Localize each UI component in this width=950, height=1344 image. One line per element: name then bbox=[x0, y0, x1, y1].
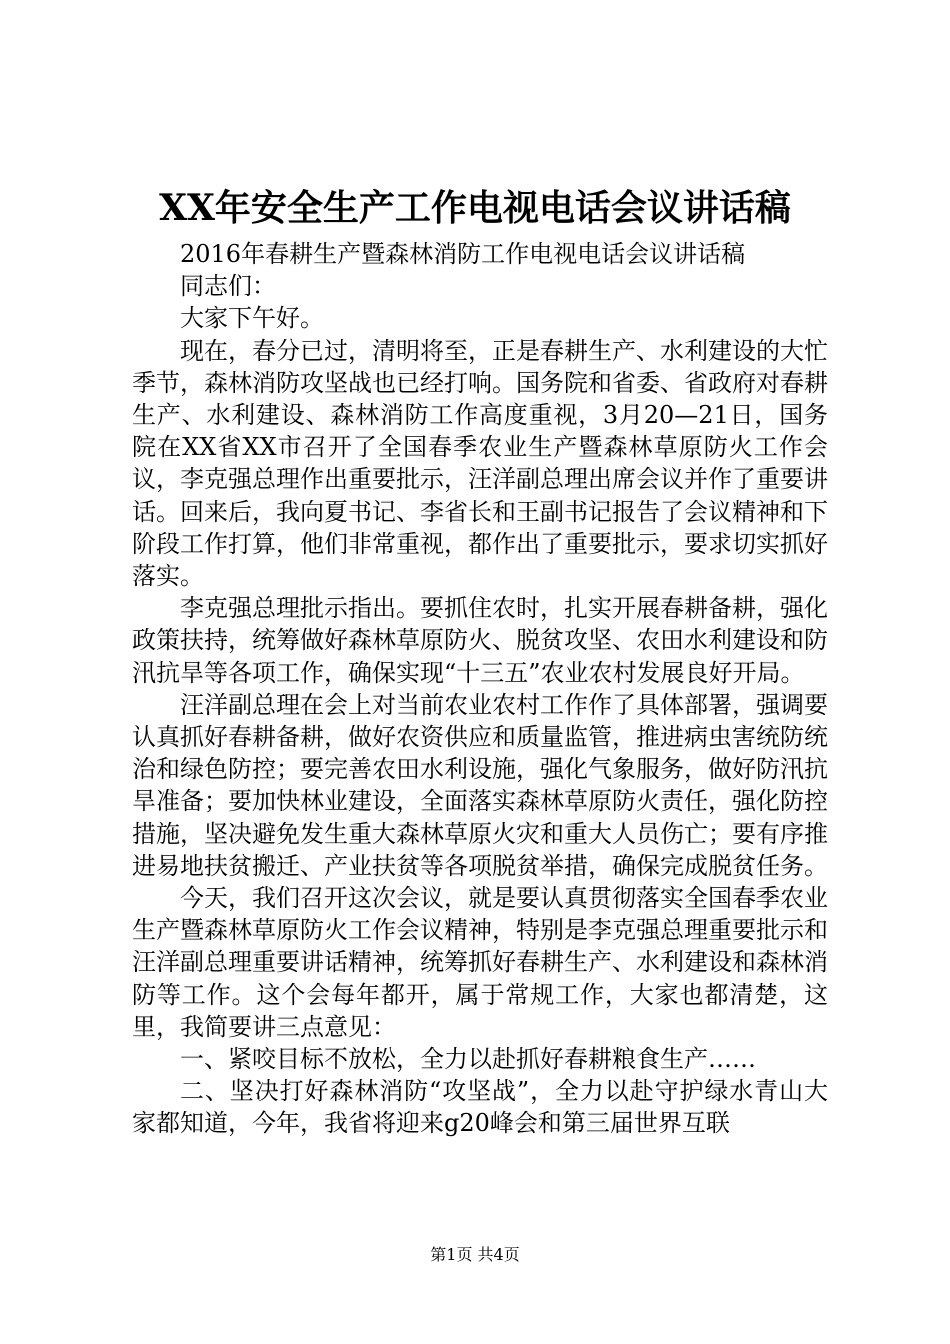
section-heading-2: 二、坚决打好森林消防“攻坚战”，全力以赴守护绿水青山大家都知道，今年，我省将迎来g20峰会和第三届世界互联 bbox=[132, 1077, 828, 1138]
paragraph: 李克强总理批示指出。要抓住农时，扎实开展春耕备耕，强化政策扶持，统筹做好森林草原防火、脱贫攻坚、农田水利建设和防汛抗旱等各项工作，确保实现“十三五”农业农村发展良好开局。 bbox=[132, 594, 828, 687]
page-footer: 第1页 共4页 bbox=[430, 1245, 520, 1264]
document-subtitle: 2016年春耕生产暨森林消防工作电视电话会议讲话稿 bbox=[180, 240, 746, 268]
paragraph: 汪洋副总理在会上对当前农业农村工作作了具体部署，强调要认真抓好春耕备耕，做好农资供应和质量监管，推进病虫害统防统治和绿色防控；要完善农田水利设施，强化气象服务，做好防汛抗旱准备；要加快林业建设，全面落实森林草原防火责任，强化防控措施，坚决避免发生重大森林草原火灾和重大人员伤亡；要有序推进易地扶贫搬迁、产业扶贫等各项脱贫举措，确保完成脱贫任务。 bbox=[132, 690, 828, 880]
paragraph: 今天，我们召开这次会议，就是要认真贯彻落实全国春季农业生产暨森林草原防火工作会议精神，特别是李克强总理重要批示和汪洋副总理重要讲话精神，统筹抓好春耕生产、水利建设和森林消防等工作。这个会每年都开，属于常规工作，大家也都清楚，这里，我简要讲三点意见： bbox=[132, 884, 828, 1041]
document-body bbox=[132, 238, 828, 1140]
greeting: 大家下午好。 bbox=[180, 304, 324, 333]
document-title: XX年安全生产工作电视电话会议讲话稿 bbox=[159, 187, 791, 229]
salutation: 同志们： bbox=[180, 272, 276, 301]
section-heading-1: 一、紧咬目标不放松，全力以赴抓好春耕粮食生产…… bbox=[180, 1045, 756, 1074]
paragraph: 现在，春分已过，清明将至，正是春耕生产、水利建设的大忙季节，森林消防攻坚战也已经打响。国务院和省委、省政府对春耕生产、水利建设、森林消防工作高度重视，3月20—21日，国务院在XX省XX市召开了全国春季农业生产暨森林草原防火工作会议，李克强总理作出重要批示，汪洋副总理出席会议并作了重要讲话。回来后，我向夏书记、李省长和王副书记报告了会议精神和下阶段工作打算，他们非常重视，都作出了重要批示，要求切实抓好落实。 bbox=[132, 336, 828, 591]
